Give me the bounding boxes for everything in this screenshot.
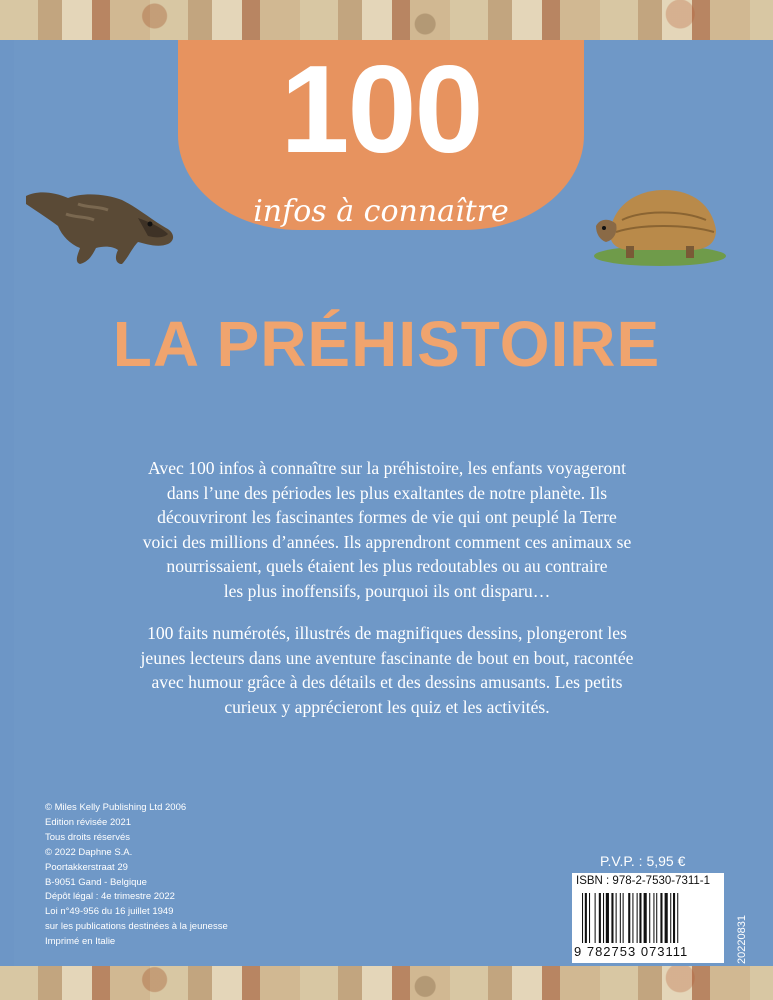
barcode-bar xyxy=(644,893,647,943)
legal-line: Loi n°49-956 du 16 juillet 1949 xyxy=(45,906,174,918)
blurb-1-line: voici des millions d’années. Ils apprendront comment ces animaux se xyxy=(142,531,632,552)
barcode-bar xyxy=(599,893,601,943)
blurb-2-line: avec humour grâce à des détails et des dessins amusants. Les petits xyxy=(151,672,623,693)
blurb-2-line: 100 faits numérotés, illustrés de magnifiques dessins, plongeront les xyxy=(147,623,627,643)
blurb-1-line: nourrissaient, quels étaient les plus redoutables ou au contraire xyxy=(166,556,608,577)
legal-line: Poortakkerstraat 29 xyxy=(45,861,128,873)
blurb-1-line: les plus inoffensifs, pourquoi ils ont disparu… xyxy=(223,580,551,601)
legal-line: sur les publications destinées à la jeunesse xyxy=(45,921,228,933)
barcode-bar xyxy=(611,893,613,943)
blurb-1-line: découvriront les fascinantes formes de vie qui ont peuplé la Terre xyxy=(157,507,617,528)
barcode-bar xyxy=(606,893,609,943)
legal-line: B-9051 Gand - Belgique xyxy=(45,876,147,888)
barcode-bars xyxy=(582,893,714,943)
price-label: P.V.P. : 5,95 € xyxy=(600,853,686,869)
legal-line: Tous droits réservés xyxy=(45,831,131,843)
legal-line: © 2022 Daphne S.A. xyxy=(45,846,133,858)
barcode-bar xyxy=(673,893,675,943)
blurb-2-line: curieux y apprécieront les quiz et les activités. xyxy=(224,696,550,717)
legal-line: © Miles Kelly Publishing Ltd 2006 xyxy=(45,802,187,813)
barcode-bar xyxy=(660,893,662,943)
barcode-bar xyxy=(649,893,650,943)
barcode-bar xyxy=(582,893,583,943)
barcode-bar xyxy=(628,893,630,943)
legal-line: Imprimé en Italie xyxy=(45,936,116,948)
print-date-code: 20220831 xyxy=(736,915,748,964)
barcode-bar xyxy=(616,893,617,943)
blurb-1-line: dans l’une des périodes les plus exaltantes de notre planète. Ils xyxy=(166,482,608,503)
barcode-bar xyxy=(637,893,638,943)
ean-number: 9 782753 073111 xyxy=(574,944,689,959)
bottom-decorative-border xyxy=(0,966,773,1000)
barcode-block xyxy=(572,873,724,963)
legal-notice xyxy=(45,801,228,950)
blurb-paragraph-1 xyxy=(92,456,682,604)
blurb-1-line: Avec 100 infos à connaître sur la préhistoire, les enfants voyageront xyxy=(148,458,626,478)
barcode-bar xyxy=(595,893,596,943)
top-decorative-border xyxy=(0,0,773,40)
blurb-2-line: jeunes lecteurs dans une aventure fascinante de bout en bout, racontée xyxy=(140,647,634,668)
prehistoric-mammal-illustration xyxy=(18,174,178,270)
barcode-bar xyxy=(656,893,657,943)
barcode-bar xyxy=(585,893,587,943)
book-title: LA PRÉHISTOIRE xyxy=(112,308,661,380)
barcode-bar xyxy=(589,893,590,943)
legal-line: Edition révisée 2021 xyxy=(45,816,132,828)
isbn-text: ISBN : 978-2-7530-7311-1 xyxy=(576,875,711,887)
barcode-bar xyxy=(632,893,633,943)
barcode-bar xyxy=(623,893,624,943)
barcode-bar xyxy=(603,893,604,943)
barcode-bar xyxy=(670,893,671,943)
barcode-bar xyxy=(665,893,668,943)
legal-line: Dépôt légal : 4e trimestre 2022 xyxy=(45,891,175,903)
barcode-bar xyxy=(677,893,678,943)
barcode-bar xyxy=(620,893,621,943)
armadillo-illustration xyxy=(590,170,730,270)
series-subtitle: infos à connaître xyxy=(253,194,509,229)
barcode-bar xyxy=(639,893,641,943)
series-number: 100 xyxy=(280,41,482,179)
blurb-paragraph-2 xyxy=(92,621,682,719)
barcode-bar xyxy=(653,893,654,943)
